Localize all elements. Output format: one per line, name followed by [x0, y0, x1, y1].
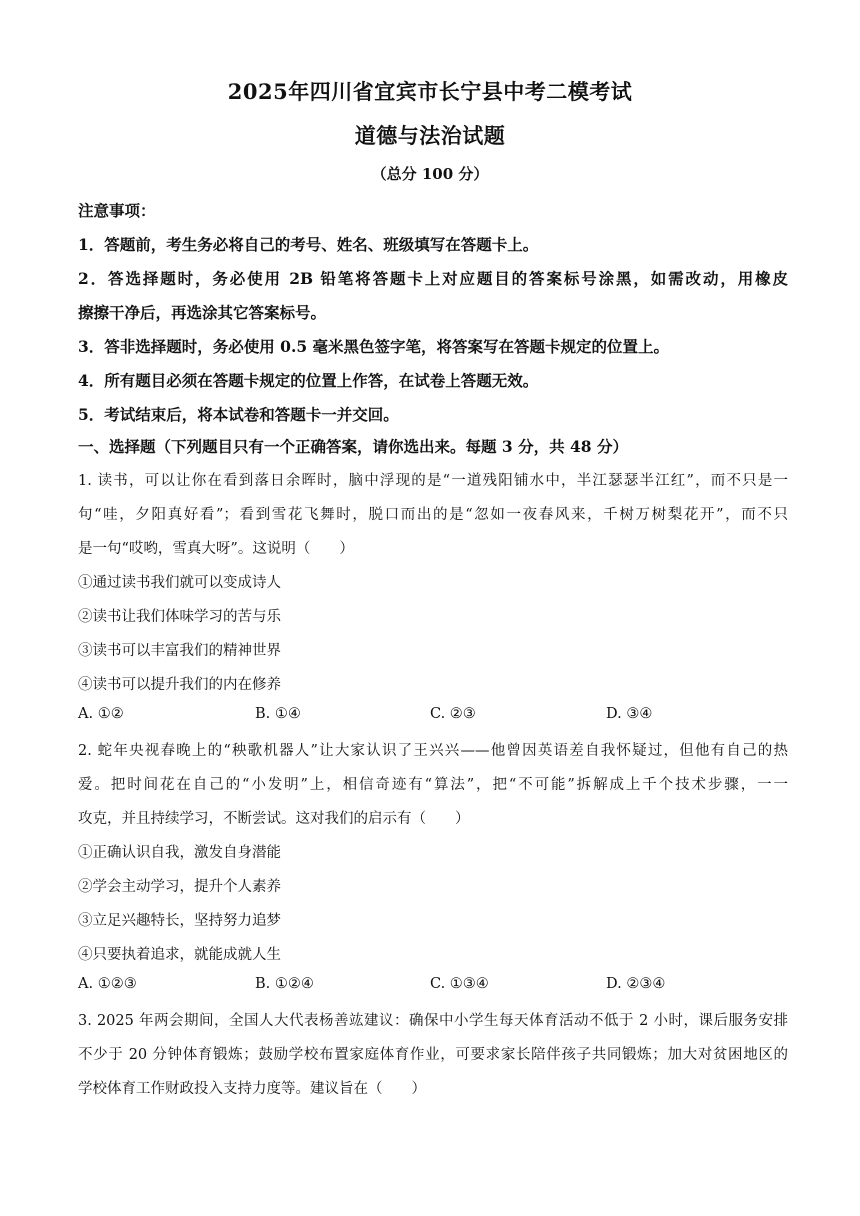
section-heading: 一、选择题（下列题目只有一个正确答案，请你选出来。每题 3 分，共 48 分）: [78, 437, 628, 456]
question-1-statement: ②读书让我们体味学习的苦与乐: [78, 609, 281, 625]
total-score: （总分 100 分）: [371, 165, 489, 183]
question-1-option-b: B. ①④: [255, 706, 301, 722]
question-3-stem: 3. 2025 年两会期间，全国人大代表杨善竑建议：确保中小学生每天体育活动不低于 2 小时，课后服务安排: [78, 1013, 788, 1029]
note-item: 1．答题前，考生务必将自己的考号、姓名、班级填写在答题卡上。: [78, 235, 539, 254]
exam-subtitle: 道德与法治试题: [354, 123, 506, 148]
question-2-option-b: B. ①②④: [255, 976, 314, 992]
question-2-option-c: C. ①③④: [430, 976, 489, 992]
question-2-statement: ①正确认识自我，激发自身潜能: [78, 845, 281, 861]
question-2-stem: 爱。把时间花在自己的“小发明”上，相信奇迹有“算法”，把“不可能”拆解成上千个技术步骤，一一: [78, 777, 788, 793]
notes-heading: 注意事项：: [78, 201, 156, 220]
question-2-option-a: A. ①②③: [78, 976, 137, 992]
question-3-stem: 不少于 20 分钟体育锻炼；鼓励学校布置家庭体育作业，可要求家长陪伴孩子共同锻炼；加大对贫困地区的: [78, 1047, 788, 1063]
note-item: 擦擦干净后，再选涂其它答案标号。: [78, 303, 327, 322]
note-item: 4．所有题目必须在答题卡规定的位置上作答，在试卷上答题无效。: [78, 371, 539, 390]
question-1-option-d: D. ③④: [606, 706, 653, 722]
question-2-statement: ④只要执着追求，就能成就人生: [78, 947, 281, 963]
question-2-stem: 2. 蛇年央视春晚上的“秧歌机器人”让大家认识了王兴兴——他曾因英语差自我怀疑过，但他有自己的热: [78, 743, 788, 759]
question-2-stem: 攻克，并且持续学习，不断尝试。这对我们的启示有（ ）: [78, 811, 470, 827]
note-item: 3．答非选择题时，务必使用 0.5 毫米黑色签字笔，将答案写在答题卡规定的位置上。: [78, 337, 670, 356]
question-1-stem: 1. 读书，可以让你在看到落日余晖时，脑中浮现的是“一道残阳铺水中，半江瑟瑟半江红”，而不只是一: [78, 473, 788, 489]
exam-title: 2025年四川省宜宾市长宁县中考二模考试: [227, 79, 633, 104]
question-2-statement: ②学会主动学习，提升个人素养: [78, 879, 281, 895]
question-1-statement: ④读书可以提升我们的内在修养: [78, 677, 281, 693]
question-2-statement: ③立足兴趣特长，坚持努力追梦: [78, 913, 281, 929]
note-item: 5．考试结束后，将本试卷和答题卡一并交回。: [78, 405, 399, 424]
question-2-option-d: D. ②③④: [606, 976, 666, 992]
question-1-statement: ③读书可以丰富我们的精神世界: [78, 643, 281, 659]
question-1-stem: 是一句“哎哟，雪真大呀”。这说明（ ）: [78, 541, 354, 557]
note-item: 2．答选择题时，务必使用 2B 铅笔将答题卡上对应题目的答案标号涂黑，如需改动，用橡皮: [78, 269, 788, 288]
question-3-stem: 学校体育工作财政投入支持力度等。建议旨在（ ）: [78, 1081, 426, 1097]
question-1-statement: ①通过读书我们就可以变成诗人: [78, 575, 281, 591]
question-1-option-a: A. ①②: [78, 706, 124, 722]
question-1-option-c: C. ②③: [430, 706, 476, 722]
question-1-stem: 句“哇，夕阳真好看”；看到雪花飞舞时，脱口而出的是“忽如一夜春风来，千树万树梨花开”，而不只: [78, 507, 788, 523]
